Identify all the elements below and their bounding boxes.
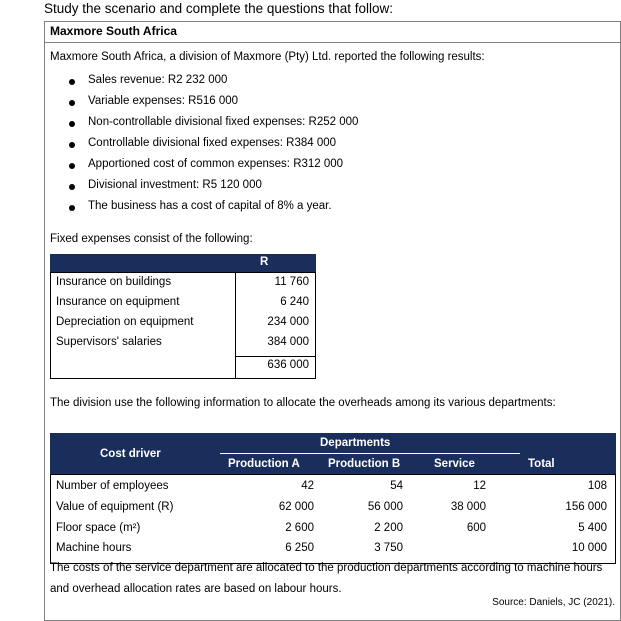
table-row-label: Depreciation on equipment [56, 316, 194, 328]
table-cell: 54 [390, 480, 403, 492]
fixed-expenses-table [50, 254, 316, 379]
currency-header: R [260, 256, 269, 268]
table-cell: 6 250 [285, 542, 314, 554]
bullet-icon [69, 79, 75, 85]
table-row-value: 6 240 [280, 296, 309, 308]
departments-header: Departments [320, 437, 391, 449]
table-cell: 42 [301, 480, 314, 492]
bullet-icon [69, 205, 75, 211]
table-cell: 5 400 [578, 522, 607, 534]
table-cell: 56 000 [367, 501, 403, 513]
column-divider [235, 273, 236, 378]
intro-text: Maxmore South Africa, a division of Maxmore (Pty) Ltd. reported the following results: [50, 51, 485, 63]
column-header-total: Total [528, 458, 555, 470]
table-cell: 156 000 [565, 501, 607, 513]
cost-driver-header: Cost driver [100, 448, 161, 460]
table-cell: 10 000 [571, 542, 607, 554]
table-cell: 3 750 [374, 542, 403, 554]
table-row-value: 234 000 [267, 316, 309, 328]
bullet-icon [69, 100, 75, 106]
case-title-row [45, 22, 620, 43]
table-row-label: Value of equipment (R) [56, 501, 174, 513]
table-row-label: Floor space (m²) [56, 522, 141, 534]
departments-table-body [50, 474, 616, 564]
table-total-value: 636 000 [267, 359, 309, 371]
table-cell: 2 200 [374, 522, 403, 534]
fixed-table-body [50, 272, 316, 379]
total-rule [236, 356, 315, 357]
instruction-text: Study the scenario and complete the questions that follow: [44, 1, 393, 16]
table-row-label: Number of employees [56, 480, 169, 492]
table-row-label: Insurance on buildings [56, 276, 172, 288]
table-cell: 108 [587, 480, 607, 492]
bullet-icon [69, 121, 75, 127]
table-row-label: Insurance on equipment [56, 296, 180, 308]
source-citation: Source: Daniels, JC (2021). [492, 597, 615, 608]
case-title: Maxmore South Africa [50, 24, 177, 38]
table-row-value: 11 760 [274, 276, 309, 288]
bullet-icon [69, 142, 75, 148]
table-cell: 62 000 [278, 501, 314, 513]
departments-table-header [50, 433, 616, 474]
column-header-service: Service [434, 458, 475, 470]
case-study-box: Maxmore South Africa Maxmore South Africa, a division of Maxmore (Pty) Ltd. reported the following results: Sales revenue: R2 232 000 Variable expenses: R516 000 Non-controllable divisional fixed expenses: R252 000 Controllable divisional fixed expenses: R384 000 Apportioned cost of common expenses: R312 000 Divisional investment: R5 120 000 The business has a cost of capital of 8% a year. Fixed expenses consist of the following: R Insurance on buildings 11 760 Insurance on equipment 6 240 Depreciation on equipment 234 000 Supervisors' salaries 384 000 636 000 The division use the following information to allocate the overheads among its various departments: Cost driver Departments Production A Production B Service Total Number of employees 42 54 12 108 Value of equipment (R) 62 000 56 000 38 000 156 000 Floor space (m²) 2 600 2 200 600 5 400 Machine hours 6 250 3 750 10 000 The costs of the service department are allocated to the production departments according to machine hours and overhead allocation rates are based on labour hours. Source: Daniels, JC (2021). [44, 21, 621, 621]
column-header-production-b: Production B [328, 458, 401, 470]
column-header-production-a: Production A [228, 458, 300, 470]
table-cell: 600 [466, 522, 486, 534]
fixed-expenses-intro: Fixed expenses consist of the following: [50, 233, 253, 245]
table-row-label: Supervisors' salaries [56, 336, 162, 348]
table-cell: 38 000 [450, 501, 486, 513]
table-row-value: 384 000 [267, 336, 309, 348]
closing-paragraph: The costs of the service department are allocated to the production departments according to machine hours and overhead allocation rates are based on labour hours. [50, 562, 603, 595]
departments-intro: The division use the following information to allocate the overheads among its various departments: [50, 397, 556, 409]
departments-table [50, 433, 616, 564]
fixed-table-header [50, 254, 316, 272]
table-row-label: Machine hours [56, 542, 132, 554]
header-divider [220, 453, 520, 454]
bullet-icon [69, 163, 75, 169]
table-cell: 2 600 [285, 522, 314, 534]
table-cell: 12 [473, 480, 486, 492]
bullet-icon [69, 184, 75, 190]
